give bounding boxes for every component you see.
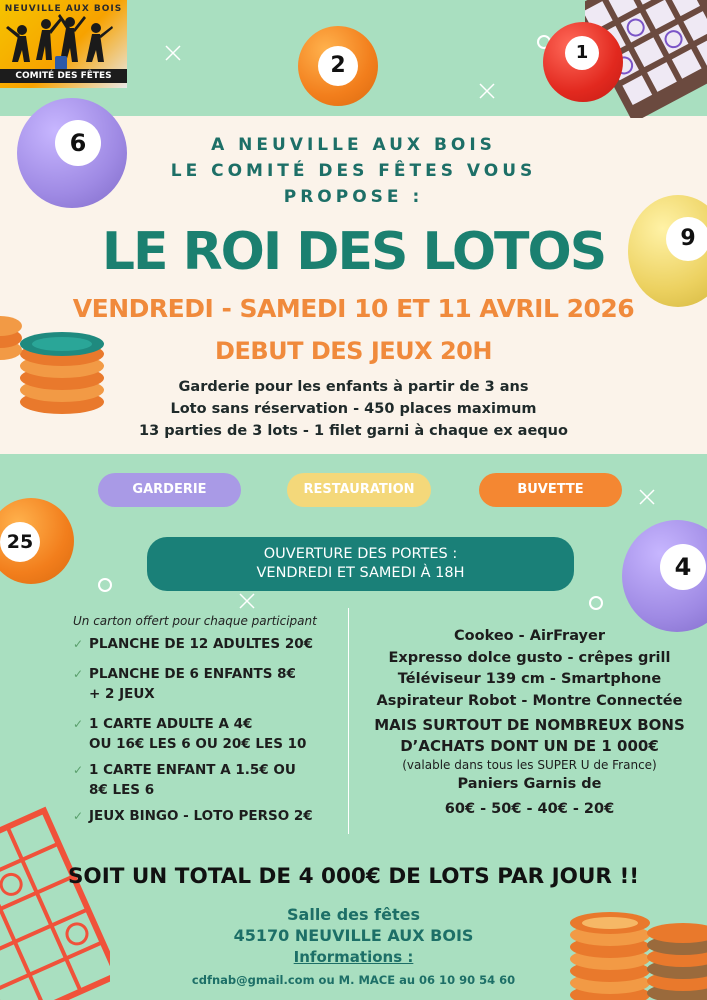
lottery-ball-2: 2 [298,26,378,106]
event-dates: VENDREDI - SAMEDI 10 ET 11 AVRIL 2026 [72,294,635,323]
vouchers-note: (valable dans tous les SUPER U de France) [402,758,657,772]
opening-line: VENDREDI ET SAMEDI À 18H [256,565,465,581]
lottery-ball-9: 9 [628,195,707,307]
price-list [73,614,345,832]
venue-line: Salle des fêtes [287,905,420,924]
prize-item: Cookeo - AirFrayer [454,628,605,644]
vouchers-line: MAIS SURTOUT DE NOMBREUX BONS [374,716,685,734]
offer-note: Un carton offert pour chaque participant [73,614,317,628]
intro-line: A NEUVILLE AUX BOIS [211,135,496,155]
baskets-title: Paniers Garnis de [457,776,602,792]
info-line: Loto sans réservation - 450 places maximum [170,401,537,417]
service-pill-restauration: RESTAURATION [287,473,431,507]
sparkle-icon [240,594,254,608]
intro-line: PROPOSE : [283,187,424,207]
lottery-ball-25: 25 [0,498,74,584]
opening-line: OUVERTURE DES PORTES : [263,546,458,562]
lottery-ball-1: 1 [543,22,623,102]
sparkle-icon [480,84,494,98]
sparkle-icon [640,490,654,504]
check-icon: ✓ [73,809,84,823]
info-title: Informations : [293,948,414,966]
total-lots: SOIT UN TOTAL DE 4 000€ DE LOTS PAR JOUR !! [67,864,640,889]
service-pill-garderie: GARDERIE [98,473,241,507]
lottery-ball-4: 4 [622,520,707,632]
price-item: ✓ PLANCHE DE 6 ENFANTS 8€ + 2 JEUX [73,666,296,702]
venue [0,904,707,946]
vouchers-line: D’ACHATS DONT UN DE 1 000€ [400,737,659,755]
price-item: ✓ 1 CARTE ENFANT A 1.5€ OU 8€ LES 6 [73,762,296,798]
logo-top-text: NEUVILLE AUX BOIS [4,4,123,14]
opening-hours-box [147,537,574,591]
intro-text [0,132,707,210]
prize-list [352,626,707,820]
check-icon: ✓ [73,667,84,681]
prize-item: Téléviseur 139 cm - Smartphone [397,671,662,687]
info-line: 13 parties de 3 lots - 1 filet garni à chaque ex aequo [139,423,568,439]
lottery-ball-6: 6 [17,98,127,208]
check-icon: ✓ [73,637,84,651]
prize-item: Aspirateur Robot - Montre Connectée [376,692,683,709]
start-time: DEBUT DES JEUX 20H [215,337,492,365]
price-item: ✓ JEUX BINGO - LOTO PERSO 2€ [73,808,313,824]
price-item: ✓ PLANCHE DE 12 ADULTES 20€ [73,636,314,652]
event-title: LE ROI DES LOTOS [101,222,606,282]
info-line: Garderie pour les enfants à partir de 3 ans [178,379,529,395]
check-icon: ✓ [73,763,84,777]
service-pill-buvette: BUVETTE [479,473,622,507]
price-item: ✓ 1 CARTE ADULTE A 4€ OU 16€ LES 6 OU 20€ LES 10 [73,716,307,752]
column-divider [348,608,349,834]
logo-bottom-text: COMITÉ DES FÊTES [0,69,127,83]
event-infos [0,376,707,442]
venue-line: 45170 NEUVILLE AUX BOIS [233,926,474,945]
sparkle-icon [166,46,180,60]
contact-line: cdfnab@gmail.com ou M. MACE au 06 10 90 54 60 [191,973,516,987]
baskets-values: 60€ - 50€ - 40€ - 20€ [444,800,615,817]
check-icon: ✓ [73,717,84,731]
prize-item: Expresso dolce gusto - crêpes grill [388,649,671,666]
intro-line: LE COMITÉ DES FÊTES VOUS [170,161,537,181]
